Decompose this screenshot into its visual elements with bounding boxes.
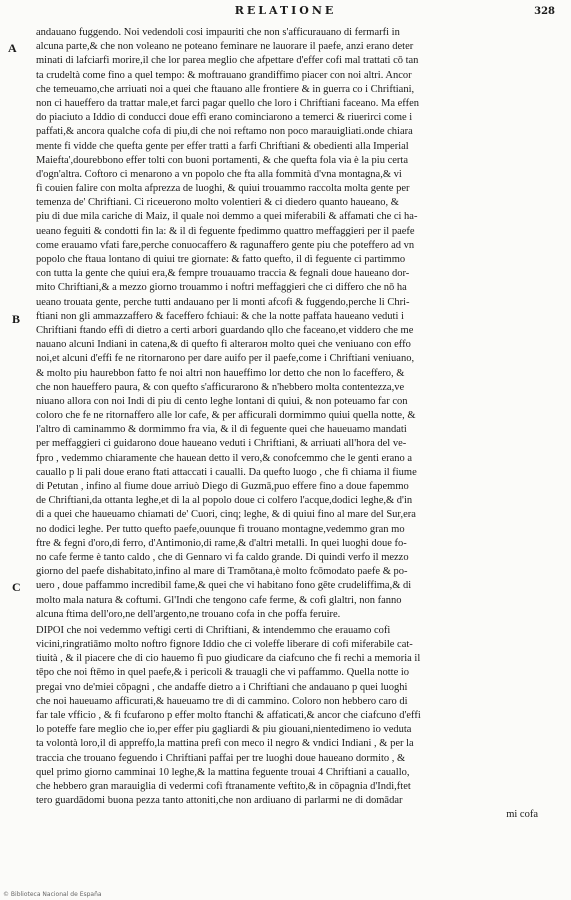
text-line: che hebbero gran marauiglia di vedermi cofi ftranamente veftito,& in cōpagnia d'Indi,ftet: [36, 780, 411, 792]
text-line: ueano trouata gente, perche tutti andauano per li monti afcofi & fuggendo,perche li Chri-: [36, 296, 410, 308]
text-line: andauano fuggendo. Noi vedendoli cosi impauriti che non s'afficurauano di fermarfi in: [36, 27, 400, 38]
text-line: do piaciuto a Iddio di conducci doue effi erano cominciarono a temerci & riuerirci come i: [36, 112, 413, 124]
text-line: ueano feguiti & condotti fin la: & il dì feguente fpedimmo quattro meffaggieri per il paefe: [36, 225, 415, 237]
text-line: Maiefta',dourebbono effer tolti con buoni portamenti, & che quefta fola via è la piu certa: [36, 154, 408, 166]
text-line: vicini,ringratiāmo molto noftro fignore Iddio che ci voleffe liberare di cofi miferabile cat-: [36, 639, 413, 651]
text-line: far tale vfficio , & fi fcufarono p effer molto ftanchi & affaticati,& ancor che ciafcuno d'effi: [36, 710, 421, 721]
text-line: come erauamo vfati fare,perche conuocaffero & ragunaffero gente piu che poteffero ad vn: [36, 239, 415, 251]
text-line: de Chriftiani,da ottanta leghe,et di la al popolo doue ci colfero l'acque,dodici leghe,& d'in: [36, 495, 413, 507]
text-line: con tutta la gente che quiui era,& fempre trouauamo traccia & fegnali doue haueano dor-: [36, 268, 410, 280]
text-line: nauano alcuni Indiani in catena,& di quefto fi alterarон molto quei che veniuano con effo: [36, 339, 411, 351]
text-line: noi,et alcuni d'effi fe ne ritornarono per dare auifo per il paefe,come i Chriftiani veniuano,: [36, 353, 415, 365]
text-line: alcuna ftima dell'oro,ne dell'argento,ne trouano cofa in che poffa feruire.: [36, 608, 341, 620]
text-line: che noi haueuamo afficurati,& haueuamo tre dì di cammino. Coloro non hebbero caro di: [36, 695, 408, 707]
text-line: fpro , vedemmo chiaramente che hauean detto il vero,& conofcemmo che le genti erano a: [36, 452, 413, 464]
text-line: no dodici leghe. Per tutto quefto paefe,ouunque fi trouano montagne,vedemmo gran mo: [36, 523, 405, 535]
text-line: niuano allora con noi Indi di piu di cento leghe lontani di quiui, & non poteuamo far con: [36, 395, 408, 407]
margin-letter-c: C: [12, 580, 21, 594]
text-line: no cafe ferme è tanto caldo , che di Gennaro vi fa caldo grande. Di quindi verfo il mezzo: [36, 551, 409, 563]
margin-letter-b: B: [12, 312, 21, 326]
text-line: per meffaggieri ci guidarono doue haueano veduti i Chriftiani, & arriuati all'hora del ve-: [36, 438, 407, 450]
text-line: piu di due mila cariche di Maiz, il quale noi demmo a quei miferabili & affamati che ci ha-: [36, 211, 418, 223]
text-line: tero guardādomi buona pezza tanto attoniti,che non ardiuano di parlarmi ne di domādar: [36, 795, 403, 807]
text-line: mi cofa: [506, 809, 538, 821]
text-line: minati di lafciarfi morire,il che lor parea meglio che afpettare d'effer cofi mal trattati cō tan: [36, 55, 419, 67]
text-line: mito Chriftiani,& a mezzo giorno trouammo i noftri meffaggieri che ci differo che nō ha: [36, 282, 407, 294]
text-line: d'ogn'altra. Coftoro ci menarono a vn popolo che fta alla fommità d'vna montagna,& vi: [36, 168, 402, 180]
text-line: paffati,& ancora qualche cofa di piu,di che noi reftamo non poco marauigliati.onde chiara: [36, 126, 413, 138]
text-line: pregai vno de'miei cōpagni , che andaffe dietro a i Chriftiani che andauano p quei luoghi: [36, 681, 408, 693]
page-number: 328: [534, 6, 555, 17]
text-line: che temeuamo,che arriuati noi a quei che ftauano alle frontiere & in guerra co i Chriftiani,: [36, 83, 415, 95]
running-title: RELATIONE: [234, 4, 337, 17]
text-line: ftiani non gli ammazzaffero & faceffero fchiaui: & che la notte paffata haueano veduti i: [36, 310, 404, 322]
text-line: lo poteffe fare meglio che io,per effer piu gagliardi & piu giouani,nientedimeno io veduta: [36, 724, 412, 736]
text-line: tēpo che noi ftēmo in quel paefe,& i pericoli & trauagli che vi paffammo. Quella notte io: [36, 667, 410, 679]
text-line: di Petutan , infino al fiume doue arriuò Diego di Guzmā,puo effere fino a doue fapemmo: [36, 481, 409, 492]
text-line: quel primo giorno camminai 10 leghe,& la mattina feguente trouai 4 Chriftiani a cauallo,: [36, 766, 410, 778]
text-line: ftre & fegni d'oro,di ferro, d'Antimonio,di rame,& d'altri metalli. In quei luoghi doue fo-: [36, 537, 407, 549]
text-line: alcuna parte,& che non voleano ne poteano feminare ne lauorare il paefe, anzi erano deter: [36, 41, 414, 53]
text-line: popolo che ftaua lontano di quiui tre giornate: & fatto quefto, il dì feguente ci partimmo: [36, 254, 406, 265]
margin-letter-a: A: [8, 41, 17, 55]
text-line: Chriftiani ftando effi di dietro a certi arbori guardando qllo che faceano,et viddero che me: [36, 324, 414, 336]
text-line: ta volontà loro,il dì appreffo,la mattina prefi con meco il negro & vndici Indiani , & per la: [36, 738, 414, 750]
body-text: [36, 26, 546, 823]
text-line: l'altro dì caminammo & dormimmo fra via, & il dì feguente quei che haueuamo mandati: [36, 424, 407, 436]
text-line: che non haueffero paura, & con quefto s'afficurarono & n'hebbero molta contentezza,ve: [36, 381, 405, 393]
text-line: tiuità , & il piacere che di cio hauemo fi puo giudicare da ciafcuno che fi rechi a memoria il: [36, 653, 421, 665]
text-line: & molto piu haurebbon fatto fe noi altri non haueffimo lor detto che non lo faceffero, &: [36, 367, 405, 379]
text-line: temenza de' Chriftiani. Ci riceuerono molto volentieri & ci diedero quanto haueano, &: [36, 197, 399, 209]
text-line: mente fi vidde che quefta gente per effer tratti a farfi Chriftiani & obedienti alla Imperial: [36, 140, 409, 152]
text-line: traccia che trouano feguendo i Chriftiani paffai per tre luoghi doue haueano dormito , &: [36, 752, 406, 764]
text-line: di a quei che haueuamo chiamati de' Cuori, cinq; leghe, & di quiui fino al mare del Sur,era: [36, 509, 416, 521]
text-line: giorno del paefe dishabitato,infino al mare di Tramōtana,è molto fcōmodato paefe & po-: [36, 566, 408, 578]
text-line: fi couien falire con molta afprezza de luoghi, & quiui trouammo raccolta molta gente per: [36, 183, 410, 195]
text-line: coloro che fe ne ritornaffero alle lor cafe, & per afficurali dormimmo quiui quella notte, &: [36, 410, 416, 422]
text-line: non ci haueffero da trattar male,et farci pagar quello che loro i Chriftiani faceano. Ma effen: [36, 97, 419, 109]
text-line: molto mala natura & coftumi. Gl'Indi che tengono cafe ferme, & cofi glaltri, non fanno: [36, 594, 402, 606]
text-line: ta crudeltà come fino a quel tempo: & moftrauano grandiffimo piacer con noi altri. Ancor: [36, 69, 412, 81]
text-line: DIPOI che noi vedemmo veftigi certi di Chriftiani, & intendemmo che erauamo cofi: [36, 624, 391, 636]
library-watermark: © Biblioteca Nacional de España: [3, 891, 102, 898]
text-line: cauallo p li pali doue erano ftati attaccati i caualli. Da quefto luogo , che fi chiama il fiume: [36, 466, 417, 478]
text-line: uero , doue paffammo incredibil fame,& quei che vi habitano fono gēte crudeliffima,& di: [36, 580, 412, 592]
